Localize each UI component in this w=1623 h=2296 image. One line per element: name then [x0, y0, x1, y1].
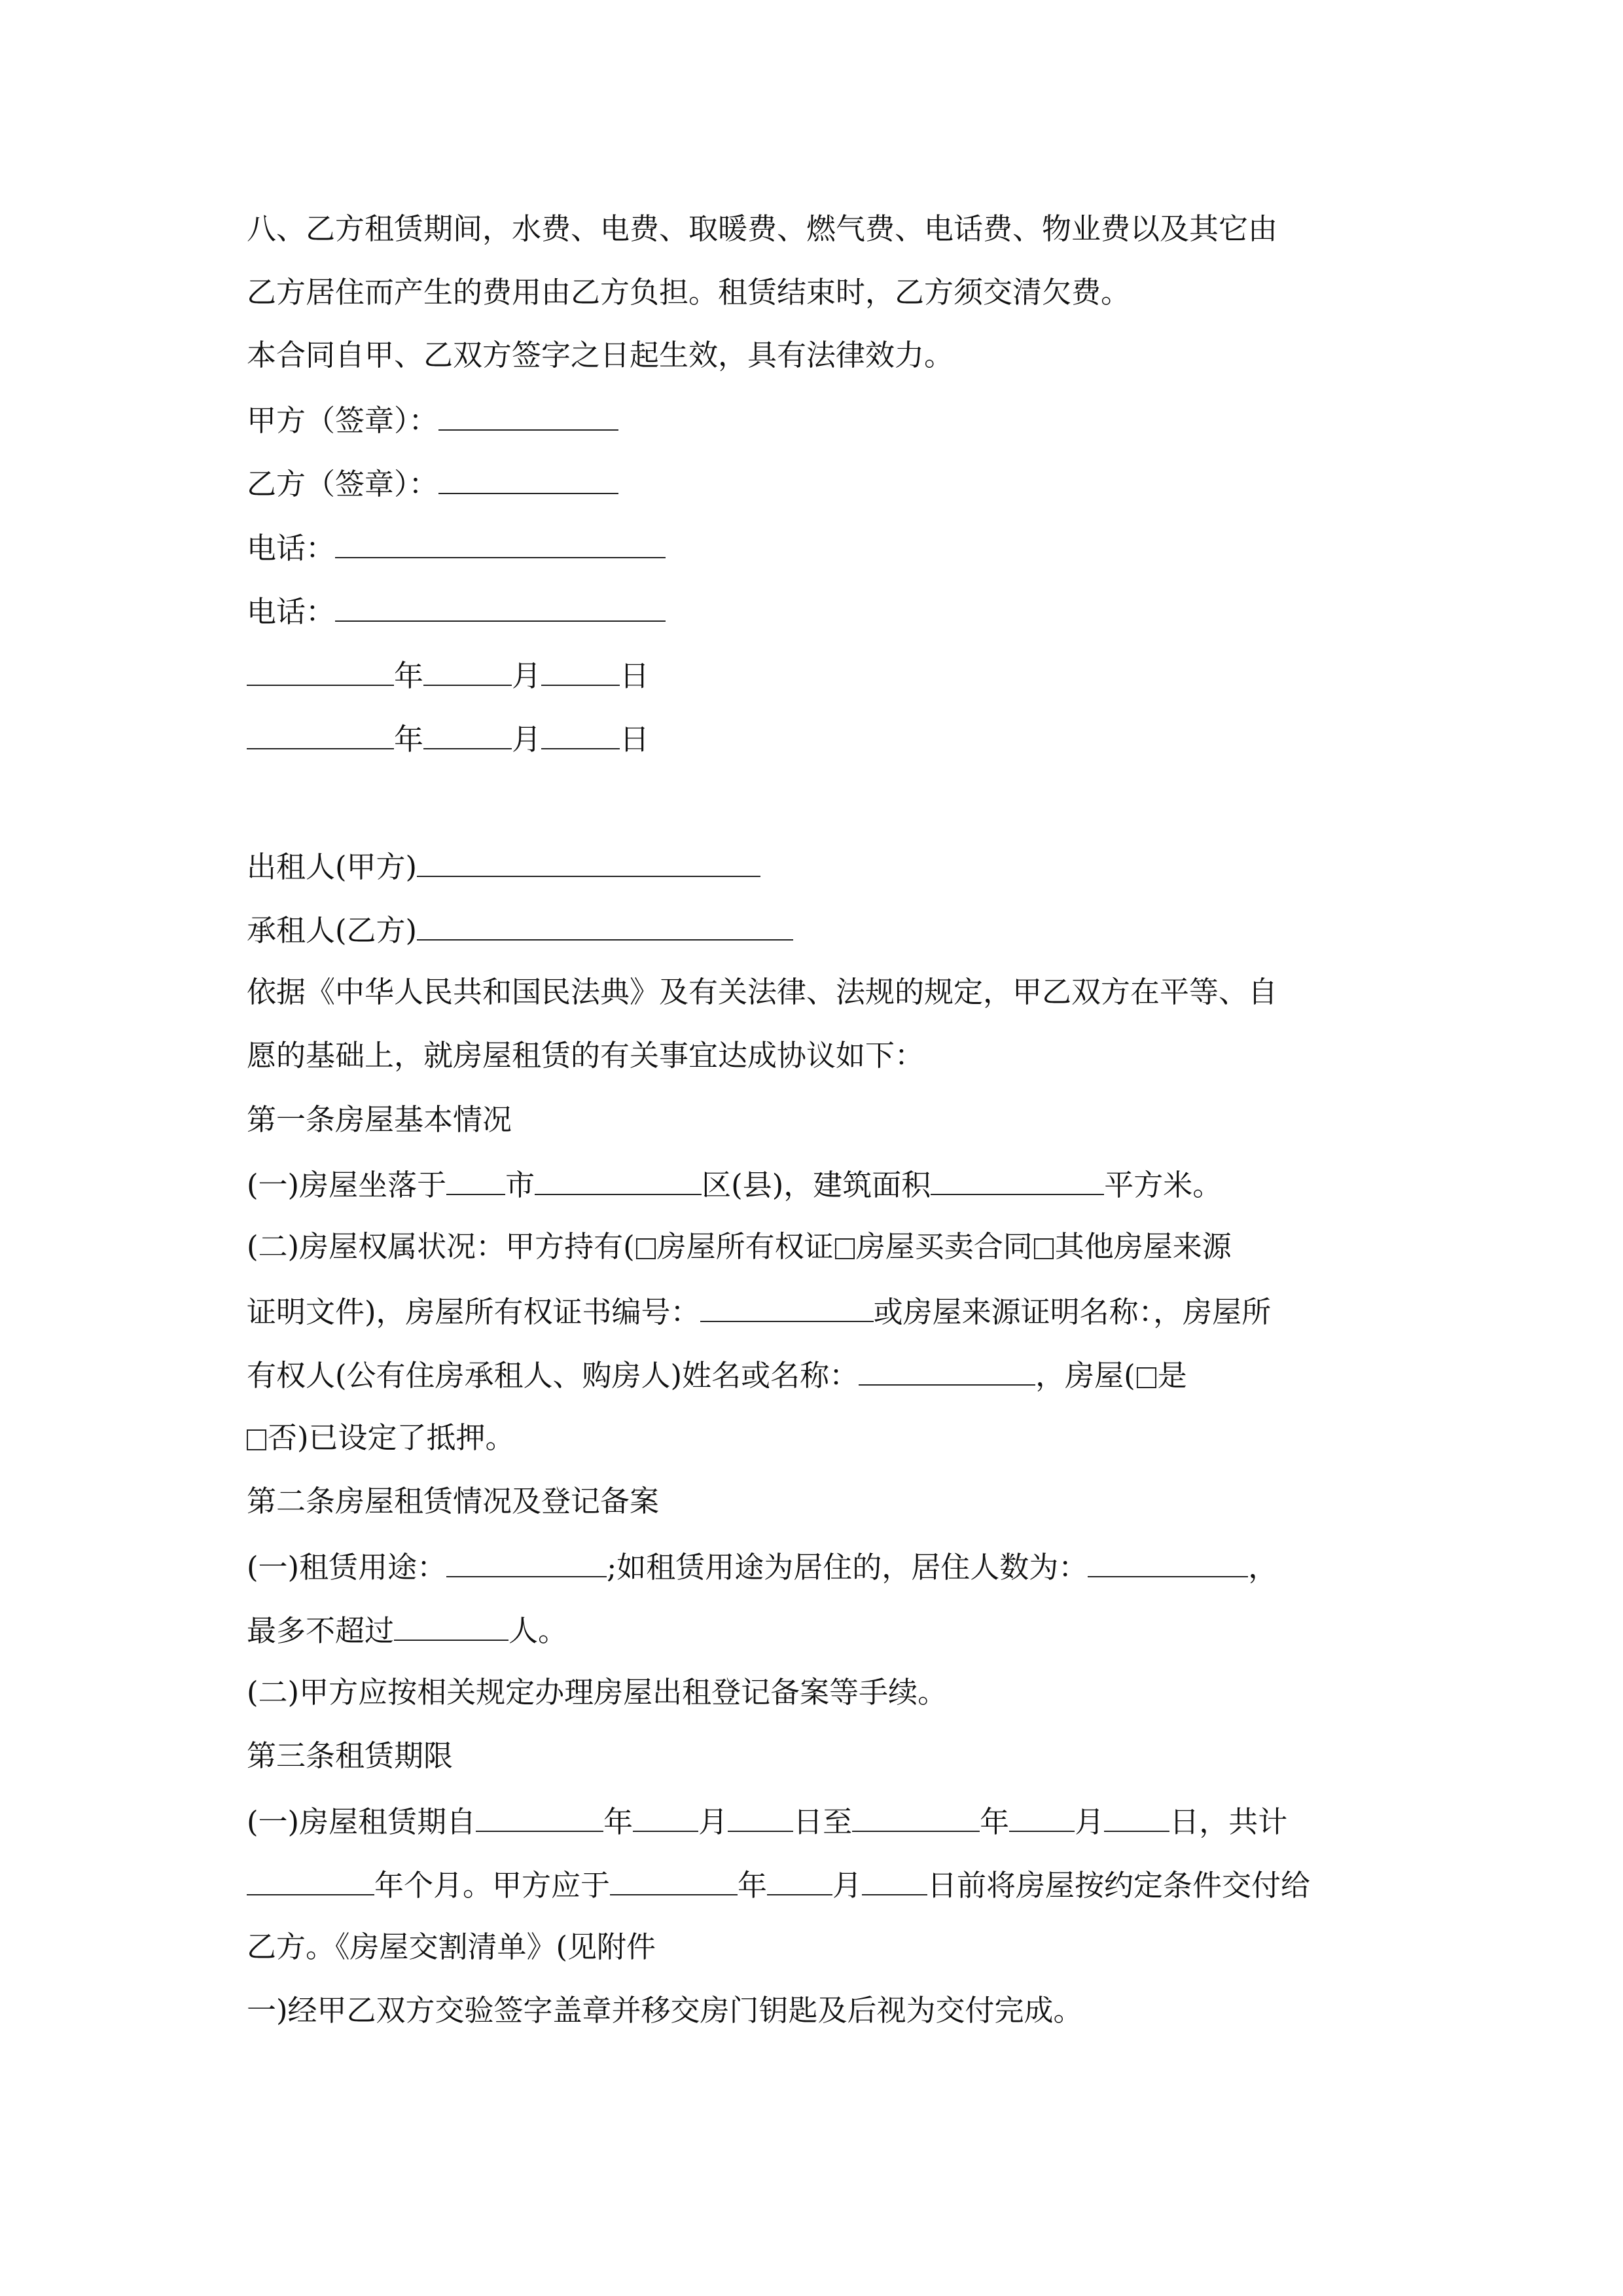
article1-item2-g: 有权人(公有住房承租人、购房人)姓名或名称： [247, 1358, 859, 1393]
article1-item2-a: (二)房屋权属状况：甲方持有( [247, 1229, 635, 1264]
sale-contract-checkbox[interactable] [835, 1238, 855, 1259]
article1-item2-f: 或房屋来源证明名称：，房屋所 [873, 1295, 1272, 1329]
delivery-day-blank[interactable] [862, 1863, 927, 1895]
article3-line3: 乙方。《房屋交割清单》(见附件 [247, 1929, 656, 1964]
date-line-a [247, 653, 1399, 695]
article3-title: 第三条租赁期限 [247, 1738, 454, 1773]
article1-item2-line4 [247, 1417, 1399, 1459]
end-month-blank[interactable] [1009, 1799, 1075, 1832]
party-a-signature-blank[interactable] [438, 398, 618, 431]
owner-name-blank[interactable] [859, 1353, 1035, 1386]
delivery-month-blank[interactable] [767, 1863, 832, 1895]
article1-item2-h: ，房屋( [1035, 1358, 1135, 1393]
date-line-b [247, 717, 1399, 759]
article3-l1-month2: 月 [1075, 1804, 1105, 1839]
lessor-line [247, 844, 1399, 886]
article3-l1-year: 年 [603, 1804, 633, 1839]
party-b-signature-label: 乙方（签章）： [247, 467, 438, 501]
article3-line2 [247, 1863, 1399, 1905]
article2-item1-line1 [247, 1545, 1399, 1587]
article3-l1-day-total: 日，共计 [1169, 1804, 1288, 1839]
date-year-blank-a[interactable] [247, 653, 394, 686]
start-year-blank[interactable] [476, 1799, 603, 1832]
article1-item1-c: 区(县)，建筑面积 [702, 1168, 931, 1202]
mortgage-yes-checkbox[interactable] [1137, 1367, 1156, 1388]
phone-line-a [247, 526, 1399, 567]
preamble-line1: 依据《中华人民共和国民法典》及有关法律、法规的规定，甲乙双方在平等、自 [247, 975, 1278, 1009]
article1-item2-c: 房屋买卖合同 [855, 1229, 1033, 1264]
party-a-signature-line [247, 398, 1399, 440]
phone-label-b: 电话： [247, 594, 336, 629]
date-year-blank-b[interactable] [247, 717, 394, 749]
date-month-label-a: 月 [512, 658, 542, 693]
article3-l2-day: 日前将房屋按约定条件交付给 [927, 1868, 1311, 1903]
city-blank[interactable] [446, 1162, 505, 1195]
district-blank[interactable] [535, 1162, 702, 1195]
phone-blank-a[interactable] [335, 526, 666, 558]
lessor-label: 出租人(甲方) [247, 850, 418, 884]
article1-item2-i: 是 [1157, 1358, 1187, 1393]
article2-item1-line2 [247, 1608, 1399, 1650]
article1-item2-line2 [247, 1289, 1399, 1331]
max-residents-blank[interactable] [394, 1608, 508, 1641]
article3-l2-a: 年个月。甲方应于 [374, 1868, 611, 1903]
clause8-line2: 乙方居住而产生的费用由乙方负担。租赁结束时，乙方须交清欠费。 [247, 275, 1131, 310]
cert-number-blank[interactable] [700, 1289, 874, 1322]
article1-item1 [247, 1162, 1399, 1204]
resident-count-blank[interactable] [1088, 1545, 1248, 1577]
article1-item2-e: 证明文件)，房屋所有权证书编号： [247, 1295, 700, 1329]
lessee-blank[interactable] [417, 908, 793, 941]
article1-title: 第一条房屋基本情况 [247, 1102, 512, 1137]
effective-text: 本合同自甲、乙双方签字之日起生效，具有法律效力。 [247, 338, 954, 372]
article2-item1-c: ， [1248, 1550, 1278, 1585]
preamble-line2: 愿的基础上，就房屋租赁的有关事宜达成协议如下： [247, 1038, 925, 1073]
article3-l2-year: 年 [738, 1868, 768, 1903]
article1-item1-d: 平方米。 [1104, 1168, 1222, 1202]
other-source-checkbox[interactable] [1034, 1238, 1054, 1259]
article1-item2-j: 否)已设定了抵押。 [268, 1420, 515, 1455]
article2-item1-e: 人。 [508, 1613, 568, 1648]
end-year-blank[interactable] [852, 1799, 980, 1832]
article1-item1-b: 市 [505, 1168, 535, 1202]
article2-item1-b: ;如租赁用途为居住的，居住人数为： [607, 1550, 1088, 1585]
date-month-blank-b[interactable] [423, 717, 512, 749]
article2-item1-a: (一)租赁用途： [247, 1550, 447, 1585]
start-month-blank[interactable] [633, 1799, 698, 1832]
date-year-label-b: 年 [394, 722, 424, 757]
article3-l1-to: 日至 [793, 1804, 853, 1839]
end-day-blank[interactable] [1104, 1799, 1169, 1832]
party-a-signature-label: 甲方（签章）： [247, 403, 438, 438]
lease-purpose-blank[interactable] [446, 1545, 607, 1577]
ownership-cert-checkbox[interactable] [636, 1238, 656, 1259]
article1-item2-line1 [247, 1226, 1399, 1268]
lessor-blank[interactable] [417, 844, 760, 877]
article2-title: 第二条房屋租赁情况及登记备案 [247, 1484, 660, 1518]
article1-item2-b: 房屋所有权证 [656, 1229, 834, 1264]
total-years-blank[interactable] [247, 1863, 374, 1895]
date-day-label-a: 日 [620, 658, 650, 693]
start-day-blank[interactable] [728, 1799, 793, 1832]
article3-line1 [247, 1799, 1399, 1841]
mortgage-no-checkbox[interactable] [247, 1429, 266, 1450]
article3-l2-month: 月 [832, 1868, 863, 1903]
article3-line4: 一)经甲乙双方交验签字盖章并移交房门钥匙及后视为交付完成。 [247, 1993, 1083, 2028]
article1-item2-line3 [247, 1353, 1399, 1395]
date-month-blank-a[interactable] [423, 653, 512, 686]
clause8-line1: 八、乙方租赁期间，水费、电费、取暖费、燃气费、电话费、物业费以及其它由 [247, 211, 1278, 246]
party-b-signature-blank[interactable] [438, 461, 618, 494]
date-day-blank-a[interactable] [541, 653, 620, 686]
article1-item2-d: 其他房屋来源 [1054, 1229, 1232, 1264]
lessee-label: 承租人(乙方) [247, 913, 418, 948]
phone-blank-b[interactable] [335, 589, 666, 622]
phone-label-a: 电话： [247, 531, 336, 565]
lessee-line [247, 908, 1399, 950]
article3-l1-year2: 年 [980, 1804, 1010, 1839]
article2-item1-d: 最多不超过 [247, 1613, 395, 1648]
date-month-label-b: 月 [512, 722, 542, 757]
article1-item1-a: (一)房屋坐落于 [247, 1168, 447, 1202]
article3-l1-month: 月 [698, 1804, 728, 1839]
date-day-label-b: 日 [620, 722, 650, 757]
article3-l1-a: (一)房屋租赁期自 [247, 1804, 476, 1839]
area-blank[interactable] [931, 1162, 1104, 1195]
date-day-blank-b[interactable] [541, 717, 620, 749]
phone-line-b [247, 589, 1399, 631]
date-year-label-a: 年 [394, 658, 424, 693]
delivery-year-blank[interactable] [610, 1863, 738, 1895]
article2-item2: (二)甲方应按相关规定办理房屋出租登记备案等手续。 [247, 1675, 948, 1710]
party-b-signature-line [247, 461, 1399, 503]
